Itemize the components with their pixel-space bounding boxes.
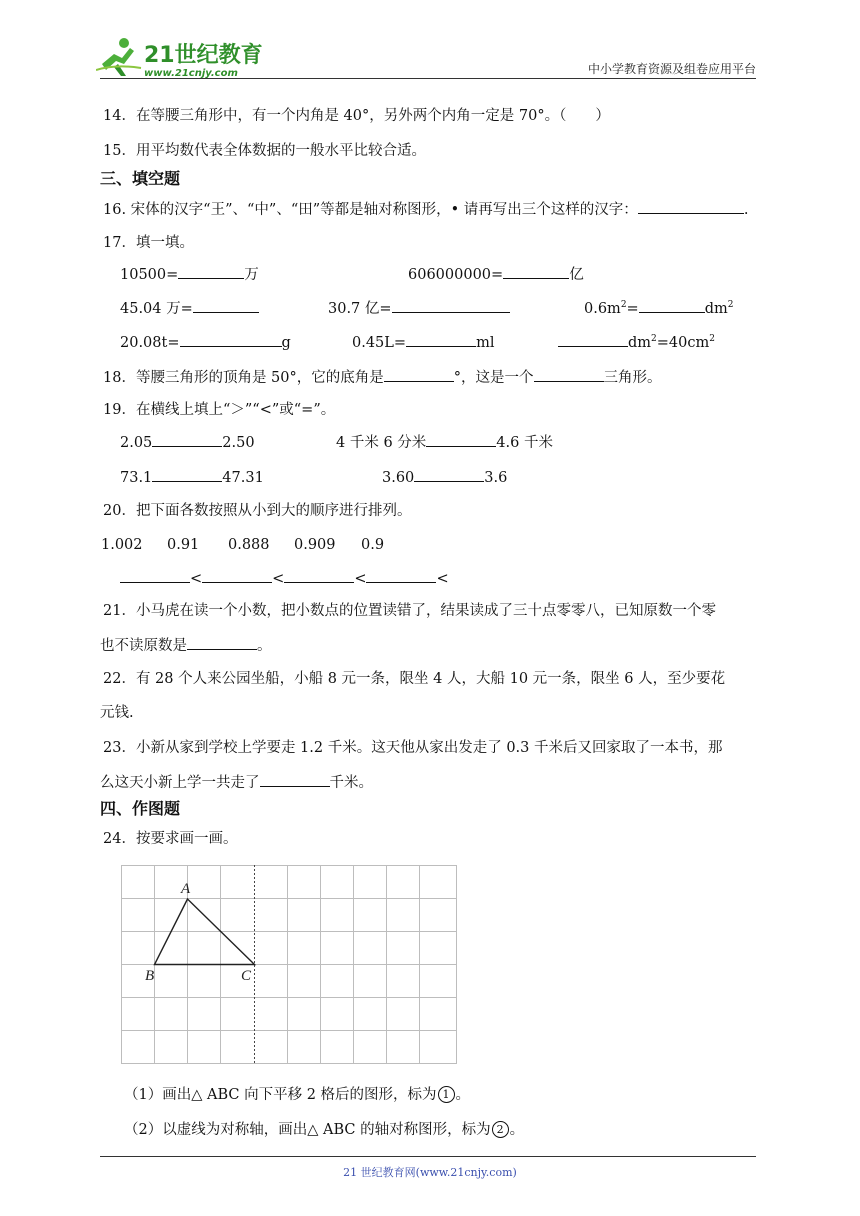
question-19: 19．在横线上填上“＞”“<”或“=”。 bbox=[103, 402, 336, 418]
q19-c1: 73.1 bbox=[120, 470, 153, 486]
logo-url: www.21cnjy.com bbox=[144, 68, 238, 79]
question-20: 20．把下面各数按照从小到大的顺序进行排列。 bbox=[103, 503, 412, 519]
circled-number-2: 2 bbox=[492, 1121, 509, 1138]
q17-item-a bbox=[120, 264, 259, 285]
answer-blank[interactable] bbox=[152, 432, 222, 447]
runner-icon bbox=[96, 38, 141, 76]
answer-blank[interactable] bbox=[534, 367, 604, 382]
q17-g-unit: ml bbox=[476, 335, 495, 351]
q17-h-unit: dm bbox=[628, 335, 652, 351]
answer-blank[interactable] bbox=[178, 264, 244, 279]
q17-item-h: $dm^2=40cm^2$ bbox=[558, 332, 715, 353]
answer-blank[interactable] bbox=[638, 199, 744, 214]
answer-blank[interactable] bbox=[202, 568, 272, 583]
q20-number-2: 0.91 bbox=[167, 537, 200, 553]
label-c: C bbox=[241, 968, 252, 984]
q24-part-2 bbox=[124, 1120, 524, 1140]
question-15: 15．用平均数代表全体数据的一般水平比较合适。 bbox=[103, 143, 426, 159]
answer-blank[interactable] bbox=[639, 298, 705, 313]
q17-item-b bbox=[408, 264, 584, 285]
q17-g-text: 0.45L= bbox=[352, 335, 407, 351]
circled-number-1: 1 bbox=[438, 1086, 455, 1103]
less-than: < bbox=[354, 571, 367, 587]
less-than: < bbox=[436, 571, 449, 587]
less-than: < bbox=[190, 571, 203, 587]
label-a: A bbox=[181, 881, 191, 897]
question-16 bbox=[103, 199, 748, 220]
question-16-text: 16. 宋体的汉字“王”、“中”、“田”等都是轴对称图形，• 请再写出三个这样的汉字： bbox=[103, 202, 638, 218]
q23-text-b: 么这天小新上学一共走了 bbox=[100, 775, 260, 791]
q17-b-unit: 亿 bbox=[569, 267, 584, 283]
q17-item-f bbox=[120, 332, 291, 353]
q19-b2: 4.6 千米 bbox=[496, 435, 553, 451]
q20-number-1: 1.002 bbox=[101, 537, 143, 553]
less-than: < bbox=[272, 571, 285, 587]
answer-blank[interactable] bbox=[414, 467, 484, 482]
q17-a-unit: 万 bbox=[244, 267, 259, 283]
platform-title: 中小学教育资源及组卷应用平台 bbox=[587, 62, 756, 76]
question-21-line2 bbox=[100, 635, 272, 656]
q24-1-text: （1）画出△ ABC 向下平移 2 格后的图形，标为 bbox=[124, 1087, 437, 1103]
q19-item-c bbox=[120, 467, 264, 488]
question-23-line1: 23．小新从家到学校上学要走 1.2 千米。这天他从家出发走了 0.3 千米后又回家取了一本书，那 bbox=[103, 740, 723, 756]
answer-blank[interactable] bbox=[392, 298, 510, 313]
q17-d-text: 30.7 亿= bbox=[328, 301, 392, 317]
q19-item-b bbox=[336, 432, 553, 453]
q19-d1: 3.60 bbox=[382, 470, 415, 486]
answer-blank[interactable] bbox=[406, 332, 476, 347]
question-17: 17．填一填。 bbox=[103, 235, 194, 251]
q23-end: 千米。 bbox=[329, 775, 373, 791]
question-24: 24．按要求画一画。 bbox=[103, 831, 238, 847]
q19-c2: 47.31 bbox=[222, 470, 264, 486]
q20-order-line bbox=[120, 568, 449, 589]
question-22-line1: 22．有 28 个人来公园坐船，小船 8 元一条，限坐 4 人，大船 10 元一条，限坐 6 人，至少要花 bbox=[103, 671, 726, 687]
q19-item-a bbox=[120, 432, 255, 453]
answer-blank[interactable] bbox=[120, 568, 190, 583]
q24-2-end: 。 bbox=[509, 1122, 525, 1138]
q21-end: 。 bbox=[257, 638, 272, 654]
q17-c-text: 45.04 万= bbox=[120, 301, 193, 317]
question-14: 14．在等腰三角形中，有一个内角是 40°，另外两个内角一定是 70°。（ ） bbox=[103, 108, 610, 124]
answer-blank[interactable] bbox=[284, 568, 354, 583]
answer-blank[interactable] bbox=[260, 772, 330, 787]
q18-text-a: 18．等腰三角形的顶角是 50°，它的底角是 bbox=[103, 370, 384, 386]
q18-text-c: 三角形。 bbox=[603, 370, 662, 386]
q18-text-b: °，这是一个 bbox=[453, 370, 534, 386]
question-21-line1: 21．小马虎在读一个小数，把小数点的位置读错了，结果读成了三十点零零八，已知原数一个零 bbox=[103, 603, 716, 619]
q17-b-text: 606000000= bbox=[408, 267, 504, 283]
q24-1-end: 。 bbox=[455, 1087, 471, 1103]
question-16-end: . bbox=[743, 202, 749, 218]
answer-blank[interactable] bbox=[426, 432, 496, 447]
label-b: B bbox=[145, 968, 155, 984]
footer-text[interactable]: 21 世纪教育网(www.21cnjy.com) bbox=[343, 1166, 517, 1179]
q19-item-d bbox=[382, 467, 507, 488]
answer-blank[interactable] bbox=[193, 298, 259, 313]
question-23-line2 bbox=[100, 772, 373, 793]
footer-divider bbox=[100, 1156, 756, 1157]
answer-blank[interactable] bbox=[187, 635, 257, 650]
q19-d2: 3.6 bbox=[484, 470, 508, 486]
q19-b1: 4 千米 6 分米 bbox=[336, 435, 427, 451]
q24-2-text: （2）以虚线为对称轴，画出△ ABC 的轴对称图形，标为 bbox=[124, 1122, 491, 1138]
q17-a-text: 10500= bbox=[120, 267, 179, 283]
q17-f-unit: g bbox=[281, 335, 291, 351]
logo bbox=[96, 34, 266, 80]
q20-number-5: 0.9 bbox=[361, 537, 385, 553]
q19-a1: 2.05 bbox=[120, 435, 153, 451]
answer-blank[interactable] bbox=[558, 332, 628, 347]
q19-a2: 2.50 bbox=[222, 435, 255, 451]
section-title-drawing: 四、作图题 bbox=[100, 799, 181, 818]
section-title-fill-blanks: 三、填空题 bbox=[100, 169, 181, 188]
q17-item-g bbox=[352, 332, 494, 353]
answer-blank[interactable] bbox=[384, 367, 454, 382]
q17-e-unit: dm bbox=[704, 301, 728, 317]
q20-number-4: 0.909 bbox=[294, 537, 336, 553]
drawing-grid[interactable] bbox=[121, 865, 457, 1065]
q21-text-b: 也不读原数是 bbox=[100, 638, 187, 654]
answer-blank[interactable] bbox=[503, 264, 569, 279]
q20-number-3: 0.888 bbox=[228, 537, 270, 553]
q17-f-text: 20.08t= bbox=[120, 335, 180, 351]
header-divider bbox=[100, 78, 756, 79]
q17-h-rest: =40cm bbox=[656, 335, 710, 351]
q17-item-d bbox=[328, 298, 510, 319]
answer-blank[interactable] bbox=[366, 568, 436, 583]
logo-title: 21世纪教育 bbox=[144, 43, 263, 68]
answer-blank[interactable] bbox=[152, 467, 222, 482]
answer-blank[interactable] bbox=[180, 332, 282, 347]
question-18 bbox=[103, 367, 662, 388]
question-22-line2: 元钱. bbox=[100, 705, 134, 721]
q17-item-e: $0.6m^2= dm^2$ bbox=[584, 300, 734, 317]
q17-e-text: 0.6m bbox=[584, 301, 621, 317]
q24-part-1 bbox=[124, 1085, 470, 1105]
q17-item-c bbox=[120, 298, 259, 319]
